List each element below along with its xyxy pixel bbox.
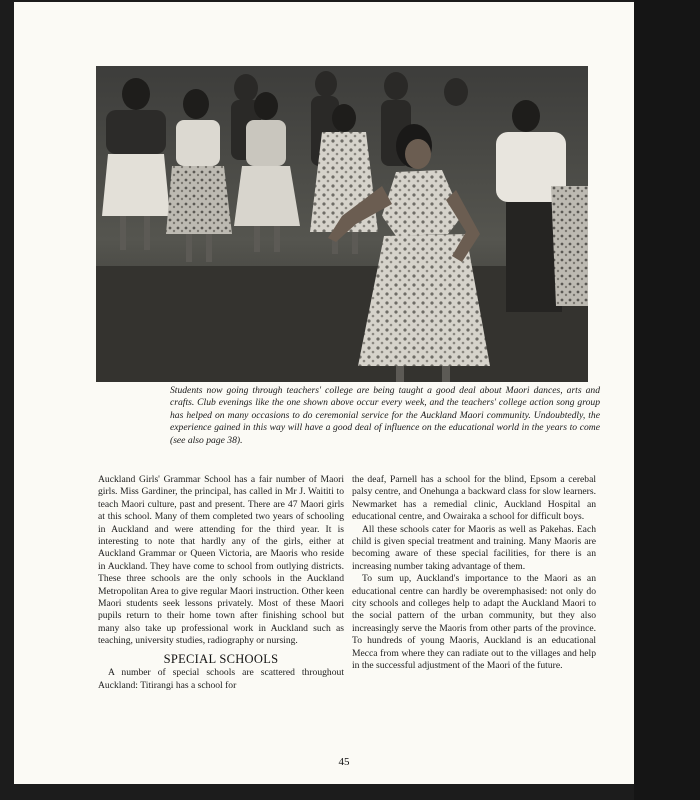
right-paragraph-1: the deaf, Parnell has a school for the blind, Epsom a cerebal palsy centre, and Onehunga a backward class for slow learners. Newmarket has a remedial clinic, Auckland Hospital an educational centre, and Owairaka a school for difficult boys. xyxy=(352,474,596,523)
dance-photograph xyxy=(96,66,588,382)
right-column xyxy=(352,474,596,673)
left-paragraph-1: Auckland Girls' Grammar School has a fair number of Maori girls. Miss Gardiner, the principal, has called in Mr J. Waititi to teach Maori culture, past and present. There are 47 Maori girls at this school. Many of them completed two years of schooling in Auckland and were attending for the third year. It is interesting to note that hardly any of the girls, either at Auckland Grammar or Queen Victoria, are Maoris who reside in Auckland. They have come to school from outlying districts. These three schools are the only schools in the Auckland Metropolitan Area to give regular Maori instruction. Other keen Maori students seek lessons privately. Most of these Maori pupils return to their home town after finishing school but many also take up professional work in Auckland such as teaching, university studies, radiography or nursing. xyxy=(98,474,344,647)
document-page xyxy=(14,2,634,784)
scan-edge xyxy=(634,0,700,800)
left-column xyxy=(98,474,344,692)
section-heading: SPECIAL SCHOOLS xyxy=(163,651,279,666)
page-number: 45 xyxy=(338,756,350,768)
left-paragraph-2: A number of special schools are scattered throughout Auckland: Titirangi has a school for xyxy=(98,667,344,691)
right-paragraph-2: All these schools cater for Maoris as well as Pakehas. Each child is given special treatment and training. Many Maoris are becoming aware of these special facilities, for there is an increasing number taking advantage of them. xyxy=(352,523,596,572)
photo-illustration xyxy=(96,66,588,382)
photo-caption: Students now going through teachers' college are being taught a good deal about Maori dances, arts and crafts. Club evenings like the one shown above occur every week, and the teachers' college action song group has helped on many occasions to do ceremonial service for the Auckland Maori community. Undoubtedly, the experience gained in this way will have a good deal of influence on the educational world in the years to come (see also page 38). xyxy=(170,385,600,446)
right-paragraph-3: To sum up, Auckland's importance to the Maori as an educational centre can hardly be overemphasised: not only do city schools and colleges help to adapt the Auckland Maori to the social pattern of the urban community, but they also increasingly serve the Maoris from other parts of the province. To hundreds of young Maoris, Auckland is an educational Mecca from where they can radiate out to the villages and help in the successful adjustment of the Maori of the future. xyxy=(352,573,596,672)
